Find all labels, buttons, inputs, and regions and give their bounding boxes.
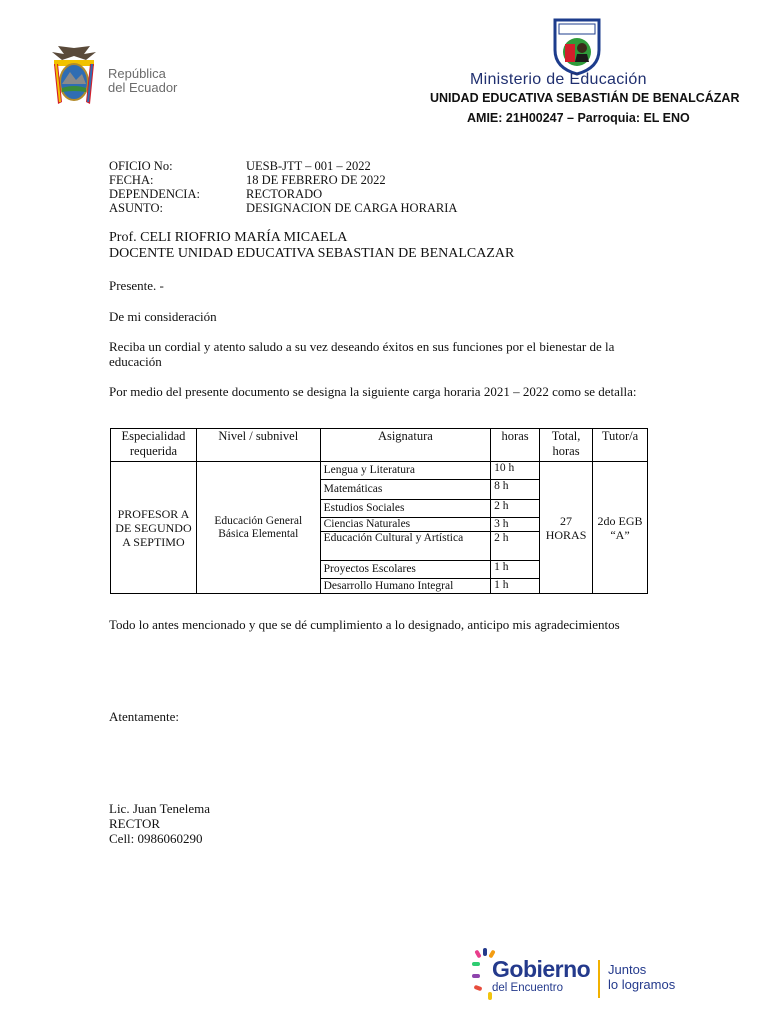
col-header-especialidad: Especialidad requerida (111, 429, 197, 462)
ministry-title: Ministerio de Educación (470, 71, 647, 88)
gobierno-text: Gobierno (492, 956, 591, 982)
recipient (109, 230, 514, 262)
meta-value: DESIGNACION DE CARGA HORARIA (246, 201, 458, 215)
table-header-row (111, 429, 648, 462)
meta-key: OFICIO No: (109, 159, 173, 173)
meta-value: UESB-JTT – 001 – 2022 (246, 159, 371, 173)
amie-line: AMIE: 21H00247 – Parroquia: EL ENO (467, 111, 690, 125)
asignatura-cell: Desarrollo Humano Integral (320, 579, 491, 594)
paragraph-carga: Por medio del presente documento se designa la siguiente carga horaria 2021 – 2022 como se detalla: (109, 384, 637, 399)
horas-cell: 10 h (491, 462, 540, 480)
asignatura-cell: Estudios Sociales (320, 500, 491, 518)
horas-cell: 1 h (491, 561, 540, 579)
meta-value: 18 DE FEBRERO DE 2022 (246, 173, 386, 187)
especialidad-cell: PROFESOR A DE SEGUNDO A SEPTIMO (111, 462, 197, 594)
horas-cell: 8 h (491, 480, 540, 500)
horas-cell: 2 h (491, 532, 540, 561)
asignatura-cell: Educación Cultural y Artística (320, 532, 491, 561)
total-horas-cell: 27 HORAS (540, 462, 593, 594)
nivel-cell: Educación General Básica Elemental (196, 462, 320, 594)
meta-key: ASUNTO: (109, 201, 163, 215)
meta-key: DEPENDENCIA: (109, 187, 200, 201)
logo-divider (598, 960, 600, 998)
meta-value: RECTORADO (246, 187, 323, 201)
consideracion: De mi consideración (109, 309, 217, 324)
signature-block (109, 801, 210, 846)
col-header-horas: horas (491, 429, 540, 462)
meta-key: FECHA: (109, 173, 154, 187)
col-header-total: Total, horas (540, 429, 593, 462)
horas-cell: 2 h (491, 500, 540, 518)
juntos-lo-logramos-text: Juntos lo logramos (608, 962, 676, 992)
horas-cell: 1 h (491, 579, 540, 594)
signer-title: RECTOR (109, 816, 161, 831)
col-header-nivel: Nivel / subnivel (196, 429, 320, 462)
col-header-tutor: Tutor/a (593, 429, 648, 462)
paragraph-saludo: Reciba un cordial y atento saludo a su vez deseando éxitos en sus funciones por el bienestar de la educación (109, 339, 615, 369)
closing-paragraph: Todo lo antes mencionado y que se dé cumplimiento a lo designado, anticipo mis agradecimientos (109, 617, 620, 632)
horas-cell: 3 h (491, 518, 540, 532)
ecuador-coat-of-arms-icon (48, 44, 100, 108)
carga-horaria-table (110, 428, 648, 594)
del-encuentro-text: del Encuentro (492, 982, 563, 994)
col-header-asignatura: Asignatura (320, 429, 491, 462)
gobierno-del-encuentro-logo (470, 944, 700, 1004)
tutor-cell: 2do EGB “A” (593, 462, 648, 594)
signer-name: Lic. Juan Tenelema (109, 801, 211, 816)
school-name: UNIDAD EDUCATIVA SEBASTIÁN DE BENALCÁZAR (430, 91, 740, 105)
asignatura-cell: Lengua y Literatura (320, 462, 491, 480)
presente: Presente. - (109, 278, 164, 293)
asignatura-cell: Proyectos Escolares (320, 561, 491, 579)
school-crest-icon (551, 16, 603, 76)
table-row (111, 462, 648, 480)
asignatura-cell: Ciencias Naturales (320, 518, 491, 532)
signer-cell: Cell: 0986060290 (109, 831, 203, 846)
republica-del-ecuador-logo-text: República del Ecuador (108, 66, 178, 95)
recipient-name: Prof. CELI RIOFRIO MARÍA MICAELA (109, 230, 348, 245)
atentamente: Atentamente: (109, 709, 180, 724)
recipient-role: DOCENTE UNIDAD EDUCATIVA SEBASTIAN DE BENALCAZAR (109, 246, 515, 261)
asignatura-cell: Matemáticas (320, 480, 491, 500)
